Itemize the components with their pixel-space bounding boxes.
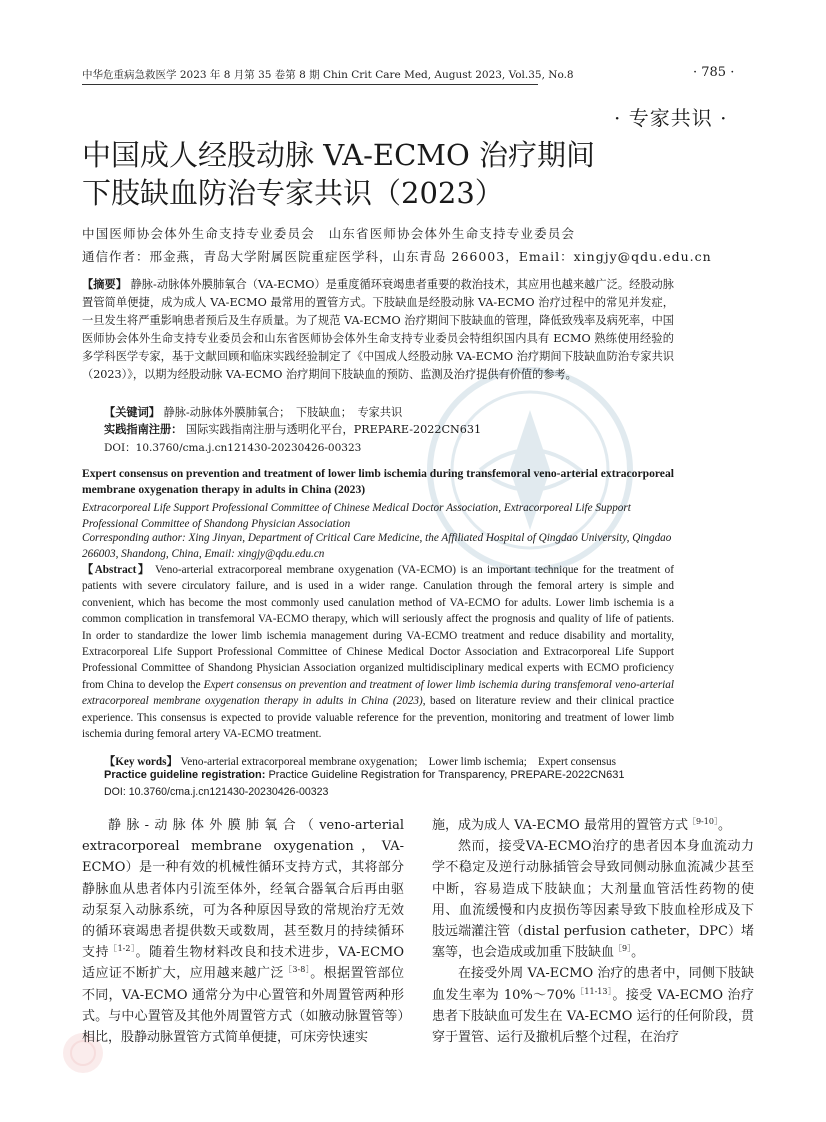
body-text: 在接受外周 VA-ECMO 治疗的患者中，同侧下肢缺血发生率为 10%～70%: [432, 966, 754, 1003]
body-text: 施，成为成人 VA-ECMO 最常用的置管方式: [432, 818, 688, 833]
body-text: 。根据置管部位不同，VA-ECMO 通常分为中心置管和外周置管两种形式。与中心置管及其他外周置管方式（如腋动脉置管等）相比，股静动脉置管方式简单便捷，可床旁快速实: [82, 966, 404, 1046]
english-abstract-text-b: , based on literature review and their clinical practice experience. This consensus is expected to provide valuable reference for the prevention, monitoring and treatment of lower limb ischemia during femoral artery VA-ECMO treatment.: [82, 695, 675, 741]
author-orgs: 中国医师协会体外生命支持专业委员会 山东省医师协会体外生命支持专业委员会: [82, 226, 576, 241]
citation: ［9］: [614, 944, 632, 954]
english-keywords-label: 【Key words】: [104, 756, 178, 768]
corresponding-author: 通信作者：邢金燕，青岛大学附属医院重症医学科，山东青岛 266003，Email：xingjy@qdu.edu.cn: [82, 249, 712, 264]
english-keywords-text: Veno-arterial extracorporeal membrane oxygenation; Lower limb ischemia; Expert consensus: [180, 756, 616, 768]
body-column-right: [432, 815, 754, 1048]
body-paragraph: [432, 963, 754, 1048]
body-text: 。: [631, 945, 645, 961]
english-abstract-italic: Expert consensus on prevention and treatment of lower limb ischemia during transfemoral veno-arterial extracorporeal membrane oxygenation therapy in adults in China (2023): [82, 678, 674, 708]
chinese-registration: [104, 421, 481, 437]
english-abstract-text-a: Veno-arterial extracorporeal membrane oxygenation (VA-ECMO) is an important technique for the treatment of patients with severe circulatory failure, and is used in a wider range. Canulation through the femoral artery is simple and convenient, which has become the most commonly used canulation method of VA-ECMO for adults. Lower limb ischemia is a common complication in transfemoral VA-ECMO therapy, which will seriously affect the prognosis and quality of life of patients. In order to standardize the lower limb ischemia management during VA-ECMO treatment and reduce disability and mortality, Extracorporeal Life Support Professional Committee of Chinese Medical Doctor Association and Extracorporeal Life Support Professional Committee of Shandong Physician Association organized multidisciplinary medical experts with ECMO proficiency from China to develop the: [82, 564, 674, 691]
registration-label: 实践指南注册：: [104, 422, 183, 436]
english-abstract-label: 【Abstract】: [82, 564, 151, 576]
abstract-text: 静脉-动脉体外膜肺氧合（VA-ECMO）是重度循环衰竭患者重要的救治技术，其应用也越来越广泛。经股动脉置管简单便捷，成为成人 VA-ECMO 最常用的置管方式。下肢缺血是经股动脉 VA-ECMO 治疗过程中的常见并发症，一旦发生将严重影响患者预后及生存质量。为了规范 VA-ECMO 治疗期间下肢缺血的管理，降低致残率及病死率，中国医师协会体外生命支持专业委员会和山东省医师协会体外生命支持专业委员会特组织国内具有 ECMO 熟练使用经验的多学科医学专家，基于文献回顾和临床实践经验制定了《中国成人经股动脉 VA-ECMO 治疗期间下肢缺血防治专家共识（2023）》，以期为经股动脉 VA-ECMO 治疗期间下肢缺血的预防、监测及治疗提供有价值的参考。: [82, 278, 674, 381]
body-text: 静脉-动脉体外膜肺氧合（veno-arterial extracorporeal membrane oxygenation，VA-ECMO）是一种有效的机械性循环支持方式，其将部分静脉血从患者体内引流至体外，经氧合器氧合后再由驱动泵泵入动脉系统，可为各种原因导致的常规治疗无效的循环衰竭患者提供数天或数周，甚至数月的持续循环支持: [82, 818, 404, 961]
abstract-label: 【摘要】: [82, 277, 127, 291]
english-abstract: [82, 562, 674, 742]
keywords-label: 【关键词】: [104, 405, 160, 419]
body-text: 。随着生物材料改良和技术进步，VA-ECMO适应证不断扩大，应用越来越广泛: [82, 945, 404, 982]
english-title: Expert consensus on prevention and treatment of lower limb ischemia during transfemoral veno-arterial extracorporeal membrane oxygenation therapy in adults in China (2023): [82, 467, 674, 496]
title-line-1: 中国成人经股动脉 VA-ECMO 治疗期间: [82, 138, 595, 172]
english-doi: DOI: 10.3760/cma.j.cn121430-20230426-00323: [104, 786, 329, 798]
english-registration: [104, 769, 624, 781]
citation: ［3-8］: [283, 965, 311, 975]
english-registration-text: Practice Guideline Registration for Transparency, PREPARE-2022CN631: [268, 769, 625, 781]
chinese-doi: DOI：10.3760/cma.j.cn121430-20230426-00323: [104, 442, 362, 454]
body-paragraph: [82, 815, 404, 1048]
keywords-text: 静脉-动脉体外膜肺氧合； 下肢缺血； 专家共识: [163, 406, 403, 419]
title-line-2: 下肢缺血防治专家共识（2023）: [82, 176, 504, 210]
body-column-left: [82, 815, 404, 1048]
chinese-abstract: [82, 275, 674, 384]
body-text: 。: [717, 818, 731, 833]
page-number: · 785 ·: [693, 65, 735, 80]
citation: ［1-2］: [109, 944, 136, 954]
english-keywords: [104, 753, 616, 769]
body-continuation: [432, 815, 754, 836]
column-label: · 专家共识 ·: [614, 106, 728, 130]
english-corresponding: Corresponding author: Xing Jinyan, Department of Critical Care Medicine, the Affiliated Hospital of Qingdao University, Qingdao 266003, Shandong, China, Email: xingjy@qdu.edu.cn: [82, 532, 672, 560]
body-text: 。接受 VA-ECMO 治疗患者下肢缺血可发生在 VA-ECMO 运行的任何阶段，贯穿于置管、运行及撤机后整个过程，在治疗: [432, 987, 754, 1046]
registration-text: 国际实践指南注册与透明化平台，PREPARE-2022CN631: [185, 423, 482, 436]
chinese-keywords: [104, 404, 402, 420]
citation: ［9-10］: [687, 817, 718, 826]
citation: ［11-13］: [575, 986, 613, 996]
journal-header: 中华危重病急救医学 2023 年 8 月第 35 卷第 8 期 Chin Crit Care Med, August 2023, Vol.35, No.8: [82, 69, 574, 81]
english-orgs: Extracorporeal Life Support Professional Committee of Chinese Medical Doctor Association, Extracorporeal Life Support Professional Committee of Shandong Physician Association: [82, 502, 631, 530]
body-paragraph: [432, 836, 754, 963]
english-registration-label: Practice guideline registration:: [104, 769, 266, 781]
header-rule: [82, 84, 538, 85]
body-text: 然而，接受VA-ECMO治疗的患者因本身血流动力学不稳定及逆行动脉插管会导致同侧动脉血流减少甚至中断，容易造成下肢缺血；大剂量血管活性药物的使用、血流缓慢和内皮损伤等因素导致下肢血栓形成及下肢远端灌注管（distal perfusion catheter，DPC）堵塞等，也会造成或加重下肢缺血: [432, 839, 754, 961]
article-title: [82, 136, 595, 212]
